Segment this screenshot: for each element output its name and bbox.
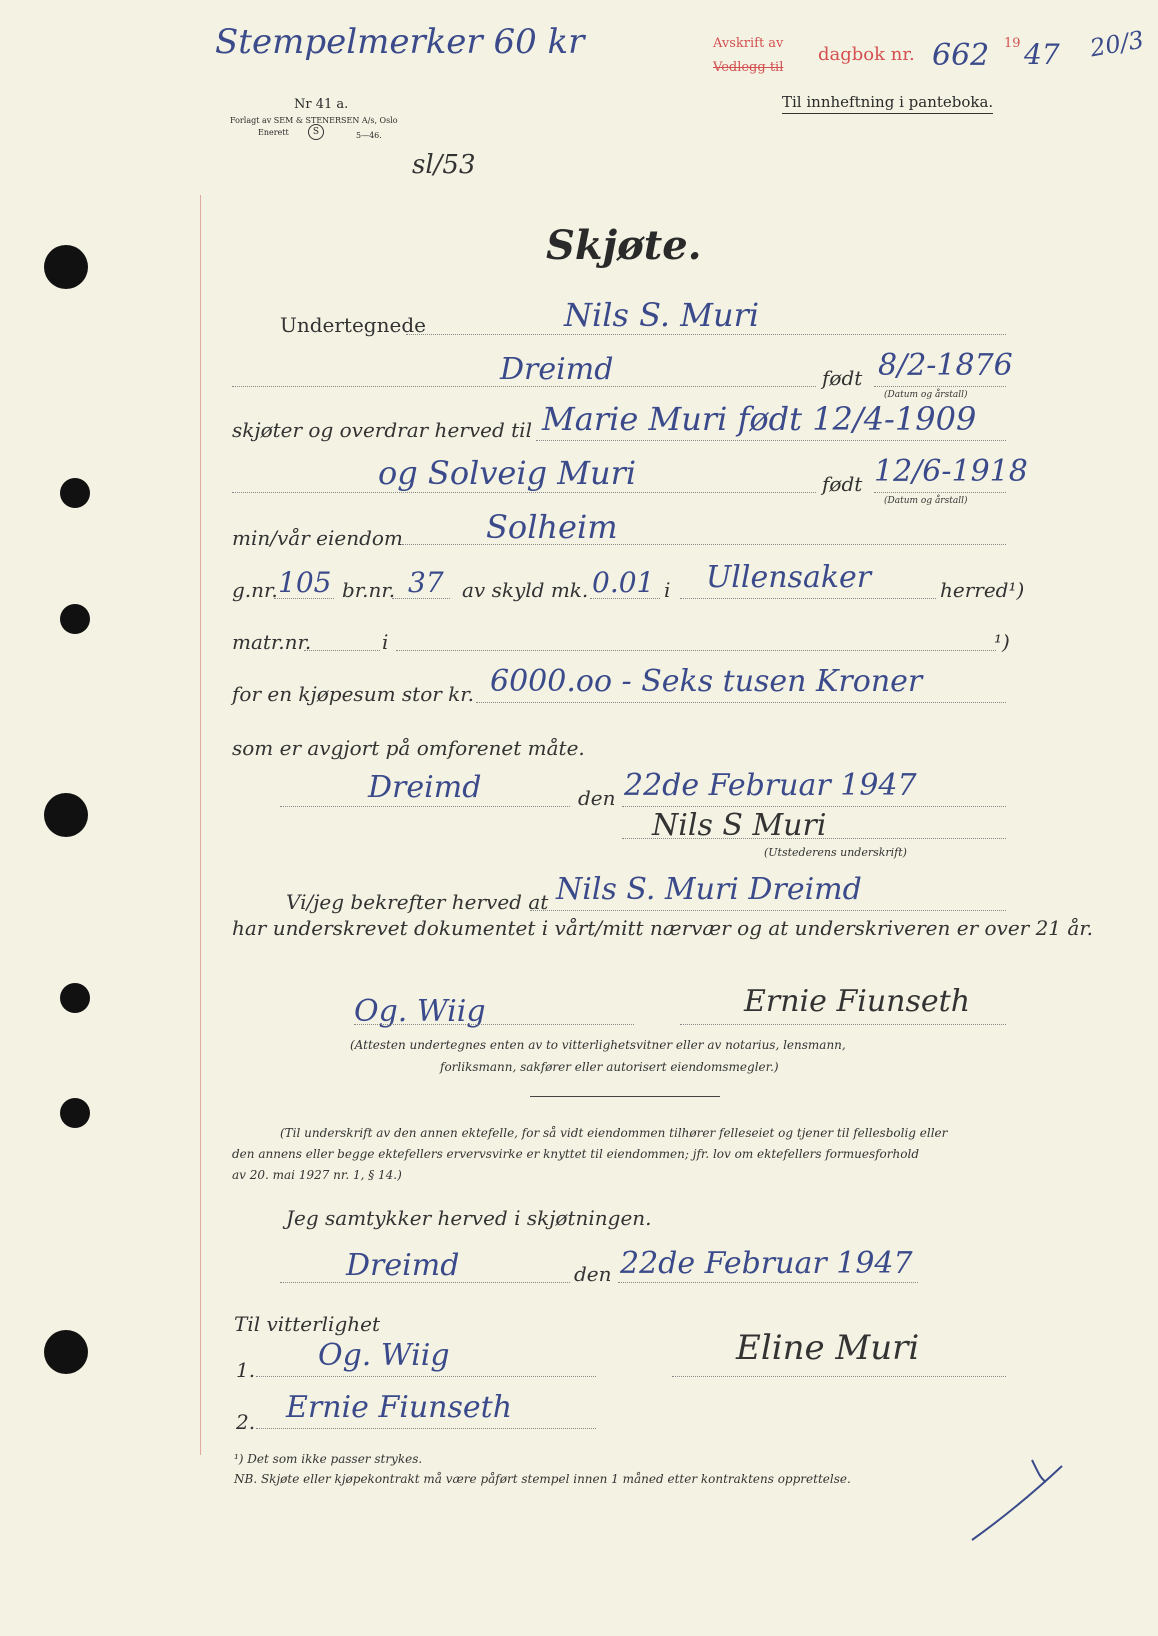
dato2-value: 22de Februar 1947	[620, 1246, 913, 1281]
fodt2-line	[874, 492, 1006, 493]
recipient2-line	[232, 492, 816, 493]
year-suffix: 47	[1024, 38, 1060, 71]
ektefelle-line1: (Til underskrift av den annen ektefelle, for så vidt eiendommen tilhører felleseiet og tjener til fellesbolig eller	[280, 1126, 948, 1140]
brnr-value: 37	[408, 566, 444, 599]
dagbok-number: 662	[932, 38, 990, 73]
avgjort-label: som er avgjort på omforenet måte.	[232, 736, 585, 760]
brnr-label: br.nr.	[342, 578, 396, 602]
gnr-value: 105	[278, 566, 332, 599]
recipient1-line	[536, 440, 1006, 441]
eiendom-value: Solheim	[486, 508, 618, 546]
attesten-line1: (Attesten undertegnes enten av to vitterlighetsvitner eller av notarius, lensmann,	[350, 1038, 846, 1052]
vedlegg-label: Vedlegg til	[713, 60, 784, 75]
matr-line	[304, 650, 380, 651]
matr-herred-line	[396, 650, 996, 651]
fodt1-label: født	[822, 366, 863, 390]
datum-label-2: (Datum og årstall)	[884, 496, 968, 506]
matr-suffix: ¹)	[994, 630, 1010, 654]
spouse-signature: Eline Muri	[736, 1328, 920, 1368]
recipient1-value: Marie Muri født 12/4-1909	[542, 400, 977, 438]
matr-label: matr.nr.	[232, 630, 312, 654]
herred-i-label: i	[664, 578, 671, 602]
skjoter-label: skjøter og overdrar herved til	[232, 418, 532, 442]
vitterlighet-label: Til vitterlighet	[234, 1312, 381, 1336]
sted-value: Dreimd	[368, 770, 482, 805]
kjopesum-label: for en kjøpesum stor kr.	[232, 682, 475, 706]
kjopesum-value: 6000.oo - Seks tusen Kroner	[490, 664, 923, 699]
witness2-line	[680, 1024, 1006, 1025]
publisher-date: 5—46.	[356, 131, 382, 140]
witness1-signature: Og. Wiig	[354, 994, 486, 1029]
bekrefter-label: Vi/jeg bekrefter herved at	[286, 890, 549, 914]
skyld-value: 0.01	[592, 566, 655, 599]
fodt2-label: født	[822, 472, 863, 496]
kjopesum-line	[476, 702, 1006, 703]
footnote2: NB. Skjøte eller kjøpekontrakt må være påført stempel innen 1 måned etter kontraktens opprettelse.	[234, 1472, 851, 1486]
undertegnede-label: Undertegnede	[280, 313, 426, 337]
bekrefter-line	[530, 910, 1006, 911]
punch-hole-7	[44, 1330, 88, 1374]
margin-line	[200, 195, 201, 1455]
publisher-logo: S	[308, 124, 324, 140]
utsteder-label: (Utstederens underskrift)	[764, 846, 907, 859]
stamp-note: Stempelmerker 60 kr	[215, 22, 585, 62]
punch-hole-6	[60, 1098, 90, 1128]
bekrefter-value: Nils S. Muri Dreimd	[556, 872, 862, 907]
publisher-line1: Forlagt av SEM & STENERSEN A/s, Oslo	[230, 116, 398, 125]
herred-value: Ullensaker	[706, 560, 872, 595]
sted2-value: Dreimd	[346, 1248, 460, 1283]
herred-line	[680, 598, 936, 599]
punch-hole-3	[60, 604, 90, 634]
ref-note: sl/53	[412, 150, 476, 180]
v1-value: Og. Wiig	[318, 1338, 450, 1373]
dato2-line	[618, 1282, 918, 1283]
til-innheftning: Til innheftning i panteboka.	[782, 93, 993, 114]
recipient2-value: og Solveig Muri	[378, 454, 637, 492]
datum-label-1: (Datum og årstall)	[884, 390, 968, 400]
punch-hole-5	[60, 983, 90, 1013]
fodt1-line	[874, 386, 1006, 387]
publisher-line2: Enerett	[258, 128, 289, 137]
witness2-signature: Ernie Fiunseth	[744, 984, 971, 1019]
ektefelle-line3: av 20. mai 1927 nr. 1, § 14.)	[232, 1168, 402, 1182]
skyld-label: av skyld mk.	[462, 578, 589, 602]
year-prefix: 19	[1004, 36, 1021, 51]
date-note: 20/3	[1087, 25, 1146, 63]
fodt2-value: 12/6-1918	[874, 454, 1028, 489]
divider-line	[530, 1096, 720, 1097]
dato-line	[622, 806, 1006, 807]
eiendom-label: min/vår eiendom	[232, 526, 403, 550]
place1-value: Dreimd	[500, 352, 614, 387]
punch-hole-4	[44, 793, 88, 837]
matr-i-label: i	[382, 630, 389, 654]
v2-label: 2.	[236, 1410, 256, 1434]
punch-hole-1	[44, 245, 88, 289]
samtykker-label: Jeg samtykker herved i skjøtningen.	[286, 1206, 652, 1230]
den2-label: den	[574, 1262, 612, 1286]
dagbok-label: dagbok nr.	[818, 44, 915, 65]
undertegnede-value: Nils S. Muri	[564, 296, 760, 334]
den-label: den	[578, 786, 616, 810]
punch-hole-2	[60, 478, 90, 508]
ektefelle-line2: den annens eller begge ektefellers ervervsvirke er knyttet til eiendommen; jfr. lov om ektefellers formuesforhold	[232, 1147, 919, 1161]
avskrift-label: Avskrift av	[713, 36, 784, 51]
spouse-line	[672, 1376, 1006, 1377]
dato-value: 22de Februar 1947	[624, 768, 917, 803]
attesten-line2: forliksmann, sakfører eller autorisert eiendomsmegler.)	[440, 1060, 779, 1074]
sted-line	[280, 806, 570, 807]
document-title: Skjøte.	[546, 222, 702, 269]
witness1-line	[354, 1024, 634, 1025]
v1-label: 1.	[236, 1358, 256, 1382]
v2-value: Ernie Fiunseth	[286, 1390, 513, 1425]
pen-check-mark	[960, 1458, 1080, 1548]
v1-line	[256, 1376, 596, 1377]
form-number: Nr 41 a.	[294, 97, 349, 112]
underskrevet-text: har underskrevet dokumentet i vårt/mitt nærvær og at underskriveren er over 21 år.	[232, 916, 1094, 940]
footnote1: ¹) Det som ikke passer strykes.	[234, 1452, 423, 1466]
herred-label: herred¹)	[940, 578, 1025, 602]
signature-value: Nils S Muri	[652, 808, 827, 843]
signature-line	[622, 838, 1006, 839]
gnr-label: g.nr.	[232, 578, 278, 602]
v2-line	[256, 1428, 596, 1429]
fodt1-value: 8/2-1876	[878, 348, 1013, 383]
undertegnede-line	[406, 334, 1006, 335]
